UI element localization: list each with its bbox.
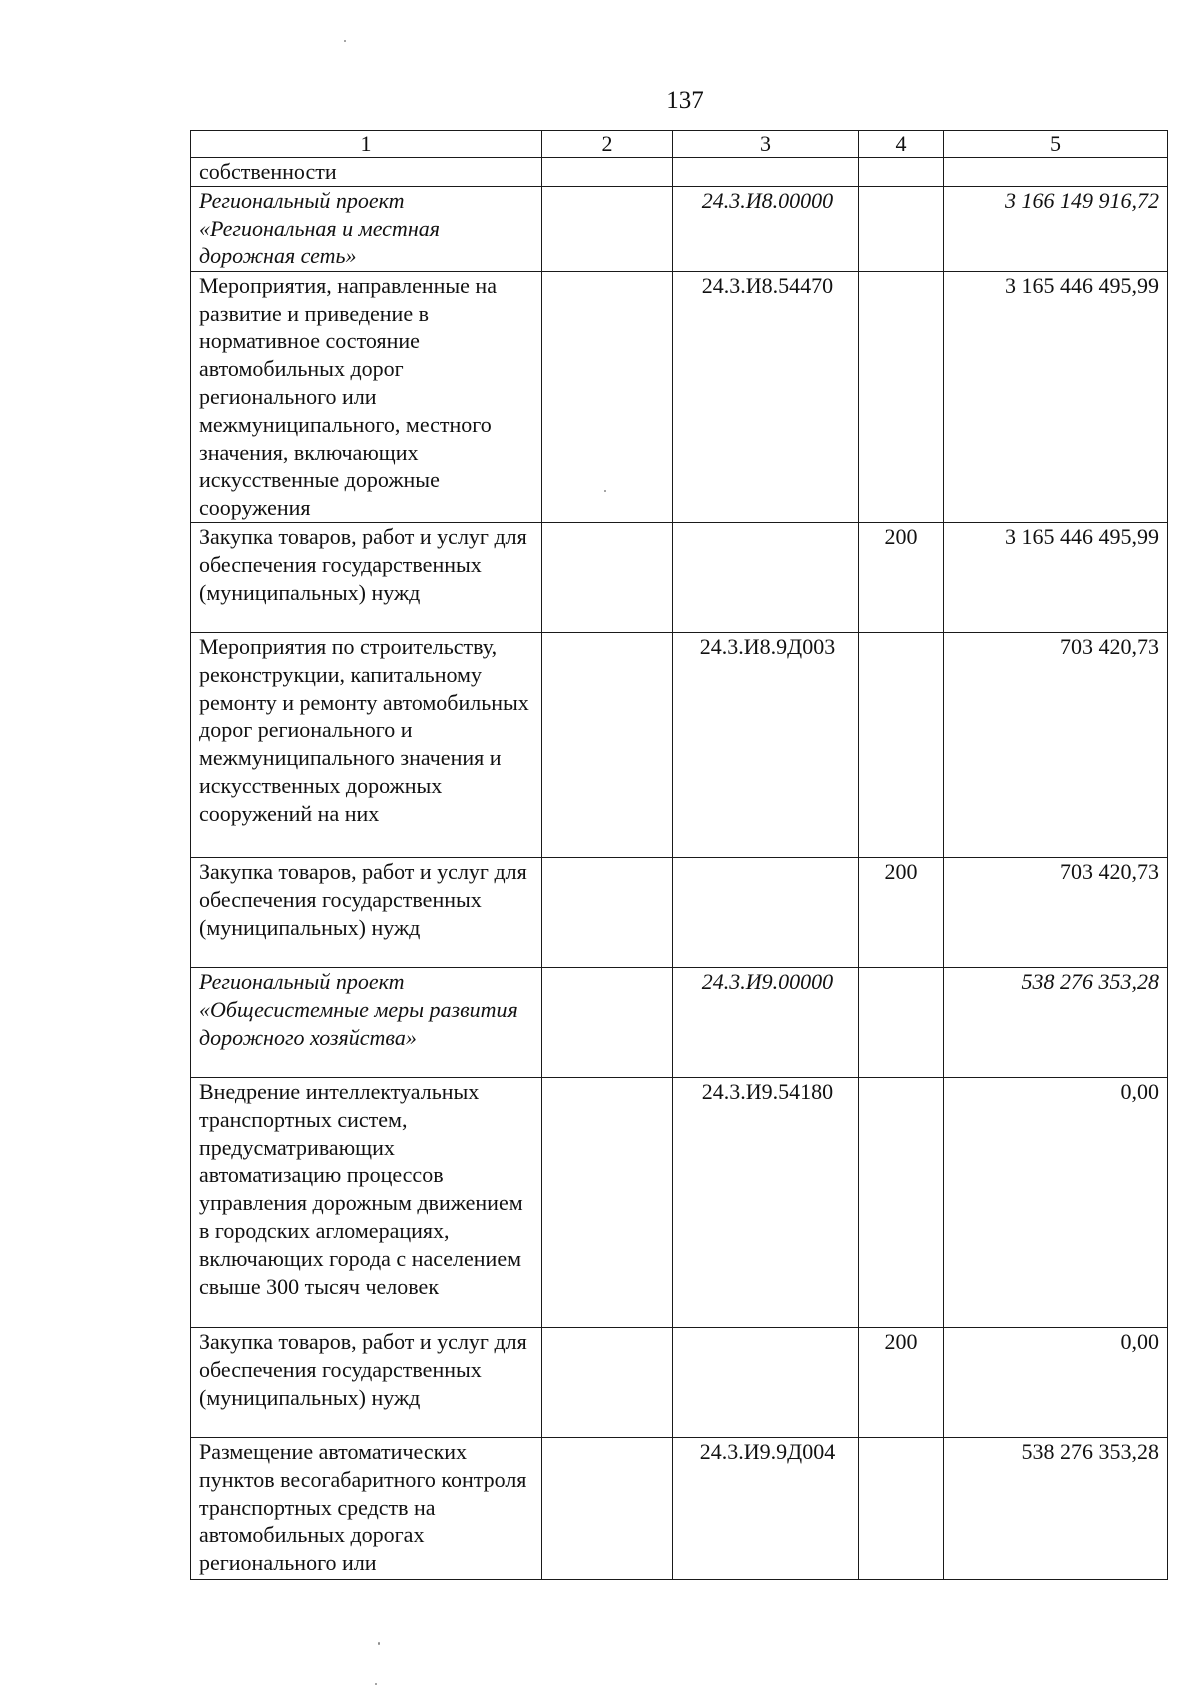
scan-speck bbox=[375, 1683, 377, 1685]
table-row bbox=[191, 1437, 1168, 1579]
table-row bbox=[191, 271, 1168, 522]
row-name-cell: собственности bbox=[191, 158, 542, 187]
row-col2-cell bbox=[542, 522, 673, 632]
row-name-cell: Закупка товаров, работ и услуг для обеспечения государственных (муниципальных) нужд bbox=[191, 522, 542, 632]
row-name-cell: Размещение автоматических пунктов весогабаритного контроля транспортных средств на автомобильных дорогах регионального или bbox=[191, 1437, 542, 1579]
row-csr-cell bbox=[859, 186, 944, 271]
row-name-cell: Региональный проект «Региональная и местная дорожная сеть» bbox=[191, 186, 542, 271]
row-code-cell bbox=[673, 857, 859, 967]
row-code-cell bbox=[673, 1327, 859, 1437]
scan-speck bbox=[604, 490, 606, 492]
row-col2-cell bbox=[542, 857, 673, 967]
column-header: 2 bbox=[542, 131, 673, 158]
row-amount-cell: 703 420,73 bbox=[944, 857, 1168, 967]
table-row bbox=[191, 632, 1168, 857]
column-header: 3 bbox=[673, 131, 859, 158]
row-col2-cell bbox=[542, 271, 673, 522]
table-row bbox=[191, 158, 1168, 187]
row-code-cell: 24.3.И8.9Д003 bbox=[673, 632, 859, 857]
row-code-cell: 24.3.И8.54470 bbox=[673, 271, 859, 522]
row-col2-cell bbox=[542, 967, 673, 1077]
row-amount-cell: 703 420,73 bbox=[944, 632, 1168, 857]
row-csr-cell: 200 bbox=[859, 857, 944, 967]
row-amount-cell: 0,00 bbox=[944, 1077, 1168, 1327]
row-csr-cell bbox=[859, 271, 944, 522]
row-amount-cell: 3 165 446 495,99 bbox=[944, 271, 1168, 522]
row-col2-cell bbox=[542, 1077, 673, 1327]
row-code-cell: 24.3.И8.00000 bbox=[673, 186, 859, 271]
row-code-cell: 24.3.И9.00000 bbox=[673, 967, 859, 1077]
row-amount-cell bbox=[944, 158, 1168, 187]
row-amount-cell: 538 276 353,28 bbox=[944, 967, 1168, 1077]
row-col2-cell bbox=[542, 632, 673, 857]
row-col2-cell bbox=[542, 1437, 673, 1579]
budget-table bbox=[190, 130, 1168, 1580]
column-header: 5 bbox=[944, 131, 1168, 158]
table-row bbox=[191, 522, 1168, 632]
table-row bbox=[191, 186, 1168, 271]
row-csr-cell bbox=[859, 158, 944, 187]
row-code-cell bbox=[673, 158, 859, 187]
scan-speck bbox=[344, 40, 346, 42]
table-row bbox=[191, 1327, 1168, 1437]
row-csr-cell bbox=[859, 1077, 944, 1327]
row-col2-cell bbox=[542, 158, 673, 187]
table-row bbox=[191, 967, 1168, 1077]
row-csr-cell: 200 bbox=[859, 522, 944, 632]
row-col2-cell bbox=[542, 1327, 673, 1437]
scan-speck bbox=[378, 1642, 380, 1645]
row-name-cell: Закупка товаров, работ и услуг для обеспечения государственных (муниципальных) нужд bbox=[191, 1327, 542, 1437]
row-name-cell: Региональный проект «Общесистемные меры развития дорожного хозяйства» bbox=[191, 967, 542, 1077]
column-header: 1 bbox=[191, 131, 542, 158]
table-body bbox=[191, 158, 1168, 1580]
column-header: 4 bbox=[859, 131, 944, 158]
page-number: 137 bbox=[666, 87, 704, 114]
row-csr-cell bbox=[859, 1437, 944, 1579]
row-name-cell: Мероприятия, направленные на развитие и приведение в нормативное состояние автомобильных дорог регионального или межмуниципального, местного значения, включающих искусственные дорожные сооружения bbox=[191, 271, 542, 522]
table-row bbox=[191, 1077, 1168, 1327]
row-csr-cell: 200 bbox=[859, 1327, 944, 1437]
row-code-cell: 24.3.И9.54180 bbox=[673, 1077, 859, 1327]
row-col2-cell bbox=[542, 186, 673, 271]
row-name-cell: Внедрение интеллектуальных транспортных систем, предусматривающих автоматизацию процессов управления дорожным движением в городских агломерациях, включающих города с населением свыше 300 тысяч человек bbox=[191, 1077, 542, 1327]
row-amount-cell: 0,00 bbox=[944, 1327, 1168, 1437]
row-amount-cell: 538 276 353,28 bbox=[944, 1437, 1168, 1579]
row-amount-cell: 3 166 149 916,72 bbox=[944, 186, 1168, 271]
row-csr-cell bbox=[859, 632, 944, 857]
row-code-cell: 24.3.И9.9Д004 bbox=[673, 1437, 859, 1579]
row-code-cell bbox=[673, 522, 859, 632]
row-name-cell: Мероприятия по строительству, реконструкции, капитальному ремонту и ремонту автомобильных дорог регионального и межмуниципального значения и искусственных дорожных сооружений на них bbox=[191, 632, 542, 857]
table-header-row bbox=[191, 131, 1168, 158]
table-row bbox=[191, 857, 1168, 967]
row-name-cell: Закупка товаров, работ и услуг для обеспечения государственных (муниципальных) нужд bbox=[191, 857, 542, 967]
row-amount-cell: 3 165 446 495,99 bbox=[944, 522, 1168, 632]
row-csr-cell bbox=[859, 967, 944, 1077]
